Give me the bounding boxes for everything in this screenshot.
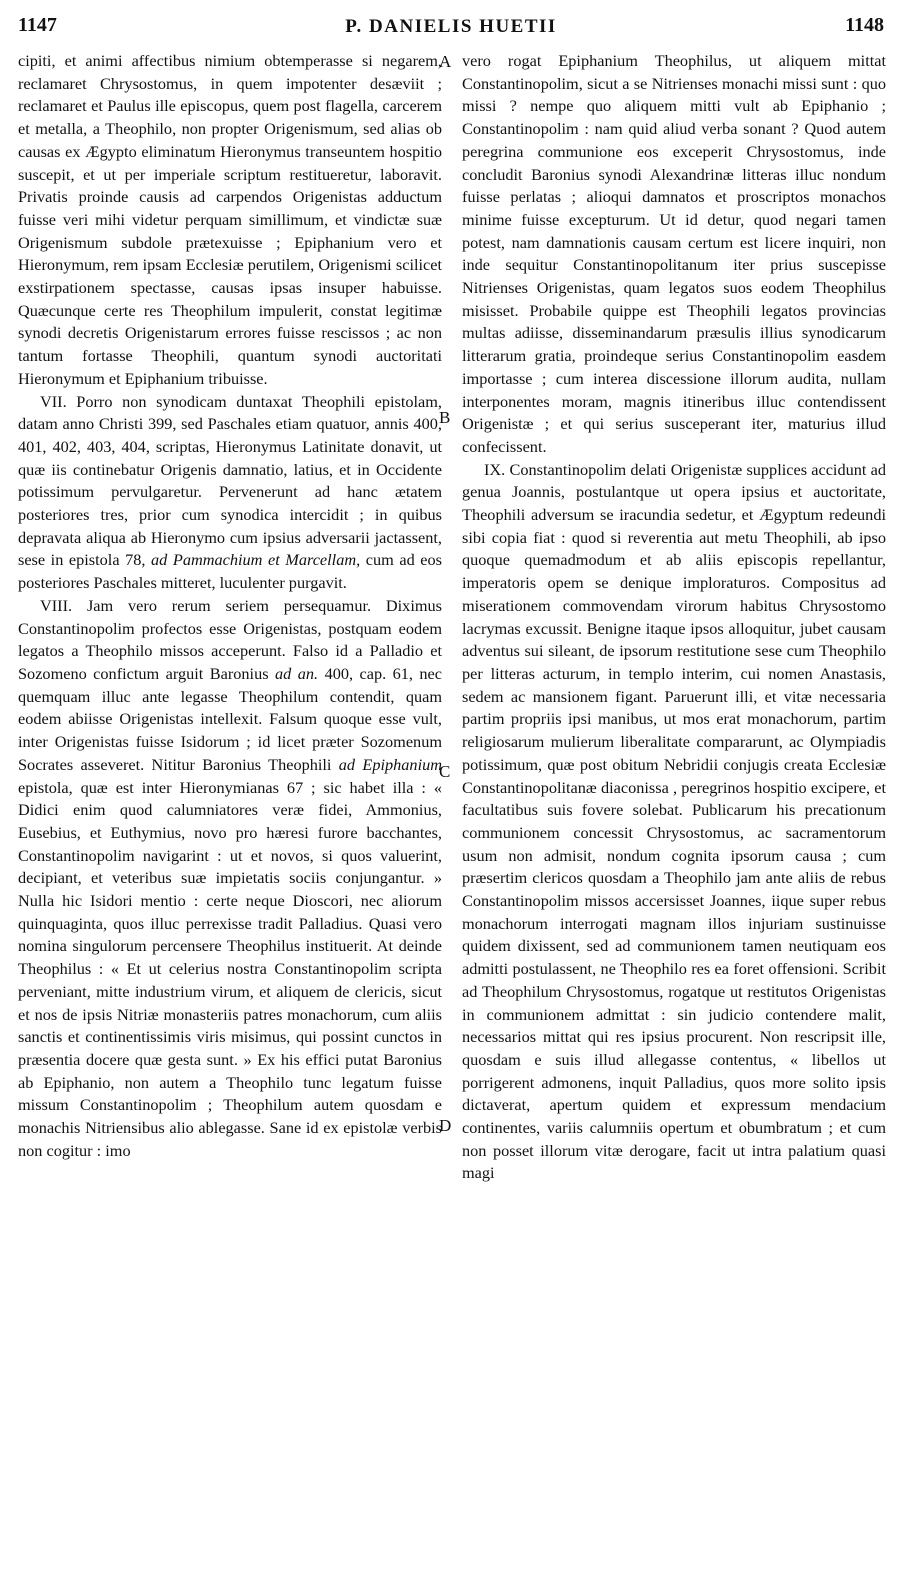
paragraph-viii-citation-2: ad Epiphanium (338, 754, 442, 774)
paragraph-right-1: vero rogat Epiphanium Theophilus, ut aliquem mittat Constantinopolim, sicut a se Nitrienses monachi missi sunt : quo missi ? nempe quo aliquem mitti vult ab Epiphanio ; Constantinopolim : nam quid aliud verba sonant ? Quod autem peregrina communione eos exceperit Chrysostomus, inde concludit Baronius synodi Alexandrinæ litteras illuc nondum fuisse perlatas ; alioqui damnatos et proscriptos monachos minime fuisse excepturum. Ut id detur, quod negari tamen potest, nam damnationis causam certum est licere inquiri, non inde sequitur Constantinopolitanum iter prius suscepisse Nitrienses Origenistas, quam legatos suos eodem Theophilus misisset. Probabile quippe est Theophili legatos provincias multas adiisse, disseminandarum præsulis illius synodicarum litterarum gratia, proindeque serius Constantinopolim easdem importasse ; cum interea discessione illorum audita, nullam interponentes moram, magnis itineribus illuc contendissent Origenistæ ; et qui serius susceperant iter, maturius illud confecissent. (462, 51, 886, 456)
paragraph-vii (18, 391, 442, 595)
paragraph-vii-text-b: cum ad eos posteriores Paschales mitteret, luculenter purgavit. (18, 550, 442, 593)
running-header (0, 14, 902, 44)
left-column (18, 50, 442, 1162)
paragraph-viii-text-b: 400, cap. 61, nec quemquam illuc ante legasse Theophilum contendit, quam eodem abiisse Origenistas intellexit. Falsum quoque esse vult, inter Origenistas fuisse Isidorum ; id licet præter Sozomenum Socrates asseveret. Nititur Baronius Theophili (18, 663, 443, 774)
paragraph-left-1: cipiti, et animi affectibus nimium obtemperasse si negarem, reclamaret Chrysostomus, in quem impotenter desæviit ; reclamaret et Paulus ille episcopus, quem post flagella, carcerem et metalla, a Theophilo, non propter Origenismum, sed alias ob causas ex Ægypto eliminatum Hieronymus transeuntem hospitio suscepit, et ut per imperiale scriptum restitueretur, laboravit. Privatis proinde causis ad carpendos Origenistas adductum fuisse veri mihi videtur perquam simillimum, et vindictæ suæ Origenismum subdole prætexuisse ; Epiphanium vero et Hieronymum, rem ipsam Ecclesiæ perutilem, Origenismi scilicet exstirpationem spectasse, causas ipsas insuper habuisse. Quæcunque certe res Theophilum impulerit, constat legitimæ synodi decretis Origenistarum errores fuisse rescissos ; ac non tantum fortasse Theophili, quantum synodi auctoritati Hieronymum et Epiphanium tribuisse. (18, 51, 442, 388)
paragraph-viii-text-c: epistola, quæ est inter Hieronymianas 67 ; sic habet illa : « Didici enim quod calumniatores veræ fidei, Ammonius, Eusebius, et Euthymius, novo pro hæresi furore bacchantes, Constantinopolim navigarint : ut et novos, si quos valuerint, decipiant, et veteribus suæ impietatis sociis conjungantur. » Nulla hic Isidori mentio : certe neque Dioscori, nec aliorum quinquaginta, quos illuc perrexisse tradit Palladius. Quasi vero nomina singulorum percensere Theophilus instituerit. At deinde Theophilus : « Et ut celerius nostra Constantinopolim scripta perveniant, mitte industrium virum, et aliquem de clericis, sicut et nos de ipsis Nitriæ monasteriis patres monachorum, cum aliis sanctis et continentissimis viris misimus, qui possint cunctos in præsentia docere quæ gesta sunt. » Ex his effici putat Baronius ab Epiphanio, non autem a Theophilo tunc legatum fuisse missum Constantinopolim ; Theophilum autem quosdam e monachis Nitriensibus alio ablegasse. Sane id ex epistolæ verbis non cogitur : imo (18, 777, 442, 1160)
right-column (462, 50, 886, 1185)
paragraph-viii-citation-1: ad an. (275, 663, 319, 683)
margin-letter-a: A (439, 52, 452, 71)
running-title: P. DANIELIS HUETII (345, 16, 557, 37)
page-number-right: 1148 (845, 14, 884, 36)
margin-letter-d: D (439, 1116, 452, 1135)
paragraph-ix: IX. Constantinopolim delati Origenistæ supplices accidunt ad genua Joannis, postulantque ut opera ipsius et auctoritate, Theophili adversum se iracundia sedetur, et Ægyptum redeundi sibi copia fiat : quod si reverentia aut metu Theophili, ab ipso quoque quemadmodum et ab aliis episcopis repellantur, imperatoris opem se denique imploraturos. Compositus ad miserationem commovendam virorum habitus Chrysostomo lacrymas excussit. Benigne itaque ipsos alloquitur, jubet causam adventus sui sileant, de ipsorum restitutione sese cum Theophilo per litteras acturum, in templo interim, cui nomen Anastasis, sedem ac mansionem figant. Paruerunt illi, et vitæ necessaria partim propriis ipsi manibus, ut mos erat monachorum, partim religiosarum mulierum liberalitate compararunt, ac Olympiadis potissimum, quæ post obitum Nebridii conjugis creata Ecclesiæ Constantinopolitanæ diaconissa , peregrinos hospitio excipere, et facultatibus suis fovere solebat. Publicarum his precationum communionem concessit Chrysostomus, ac sacramentorum usum non admisit, nondum cognita ipsorum causa ; cum præsertim clericos quosdam a Theophilo jam ante aliis de rebus Constantinopolim missos accersisset Joannes, iique super rebus monachorum interrogati magnam illos injuriam sustinuisse quidem dixissent, sed ad communionem tamen neutiquam eos admitti postulassent, ne Theophilo res ea foret offensioni. Scribit ad Theophilum Chrysostomus, rogatque ut restitutos Origenistas in communionem admittat : sin judicio contendere malit, necessarios mittat qui res ipsius procurent. Non rescripsit ille, quosdam e suis illud allegasse contentus, « libellos ut porrigerent admonens, inquit Palladius, quos more solito ipsis dictaverat, apertum quidem et expressum mendacium continentes, variis calumniis opertum et obumbratum ; et cum non posset illorum vitæ derogare, facit ut intra palatium quasi magi (462, 459, 886, 1183)
paragraph-vii-text-a: VII. Porro non synodicam duntaxat Theophili epistolam, datam anno Christi 399, sed Paschales etiam quatuor, annis 400, 401, 402, 403, 404, scriptas, Hieronymus Latinitate donavit, ut quæ iis continebatur Origenis damnatio, latius, et in Occidente potissimum pervulgaretur. Pervenerunt ad hanc ætatem posteriores tres, prior cum synodica intercidit ; in quibus depravata aliqua ab Hieronymo cum ipsius adversarii jactassent, sese in epistola 78, (18, 391, 442, 570)
page-number-left: 1147 (18, 14, 57, 36)
margin-letter-c: C (439, 762, 451, 781)
paragraph-vii-citation: ad Pammachium et Marcellam, (151, 550, 361, 570)
paragraph-viii-text-a: VIII. Jam vero rerum seriem persequamur. Diximus Constantinopolim profectos esse Origenistas, postquam eodem legatos a Theophilo missos acceperunt. Falso id a Palladio et Sozomeno confictum arguit Baronius (18, 595, 442, 683)
margin-letter-b: B (439, 408, 451, 427)
paragraph-viii (18, 595, 442, 1163)
